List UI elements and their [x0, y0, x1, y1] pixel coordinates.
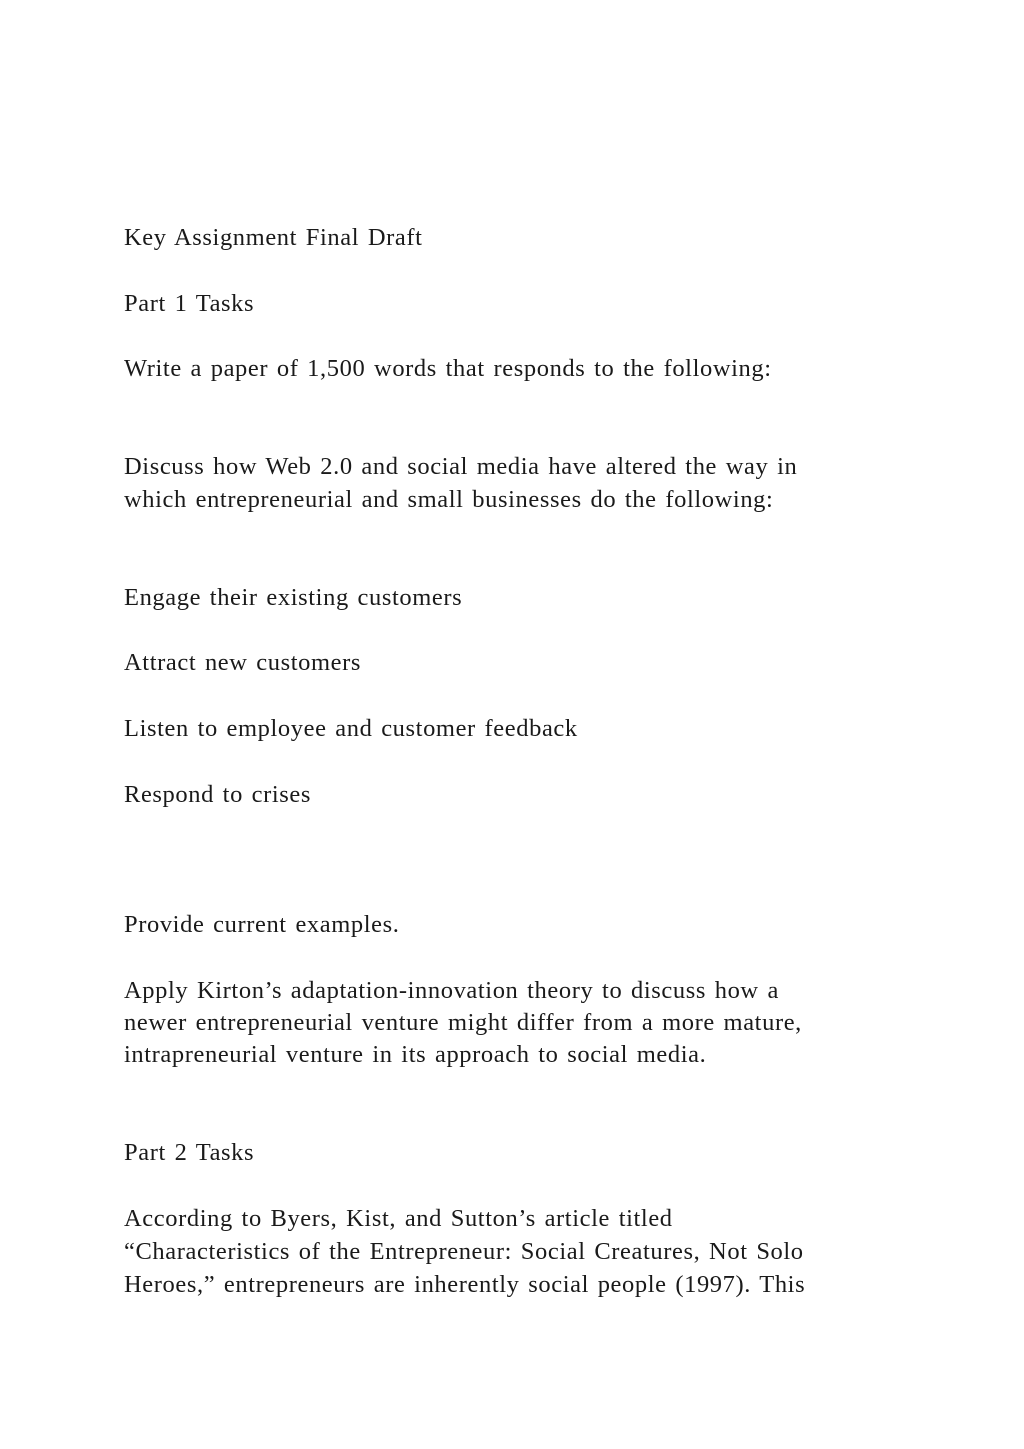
apply-line-1: Apply Kirton’s adaptation-innovation theory to discuss how a	[124, 977, 779, 1004]
list-item-attract: Attract new customers	[124, 649, 362, 676]
discuss-line-2: which entrepreneurial and small businesses do the following:	[124, 486, 774, 513]
list-item-respond: Respond to crises	[124, 781, 312, 808]
list-item-engage: Engage their existing customers	[124, 584, 463, 611]
apply-line-2: newer entrepreneurial venture might differ from a more mature,	[124, 1009, 802, 1036]
part2-line-3: Heroes,” entrepreneurs are inherently social people (1997). This	[124, 1271, 806, 1298]
part1-heading: Part 1 Tasks	[124, 290, 255, 317]
document-title: Key Assignment Final Draft	[124, 224, 423, 251]
part2-heading: Part 2 Tasks	[124, 1139, 255, 1166]
examples-line: Provide current examples.	[124, 911, 400, 938]
apply-line-3: intrapreneurial venture in its approach to social media.	[124, 1041, 707, 1068]
part1-instruction: Write a paper of 1,500 words that responds to the following:	[124, 355, 772, 382]
part2-line-2: “Characteristics of the Entrepreneur: Social Creatures, Not Solo	[124, 1238, 804, 1265]
part2-line-1: According to Byers, Kist, and Sutton’s article titled	[124, 1205, 673, 1232]
list-item-listen: Listen to employee and customer feedback	[124, 715, 578, 742]
discuss-line-1: Discuss how Web 2.0 and social media have altered the way in	[124, 453, 798, 480]
